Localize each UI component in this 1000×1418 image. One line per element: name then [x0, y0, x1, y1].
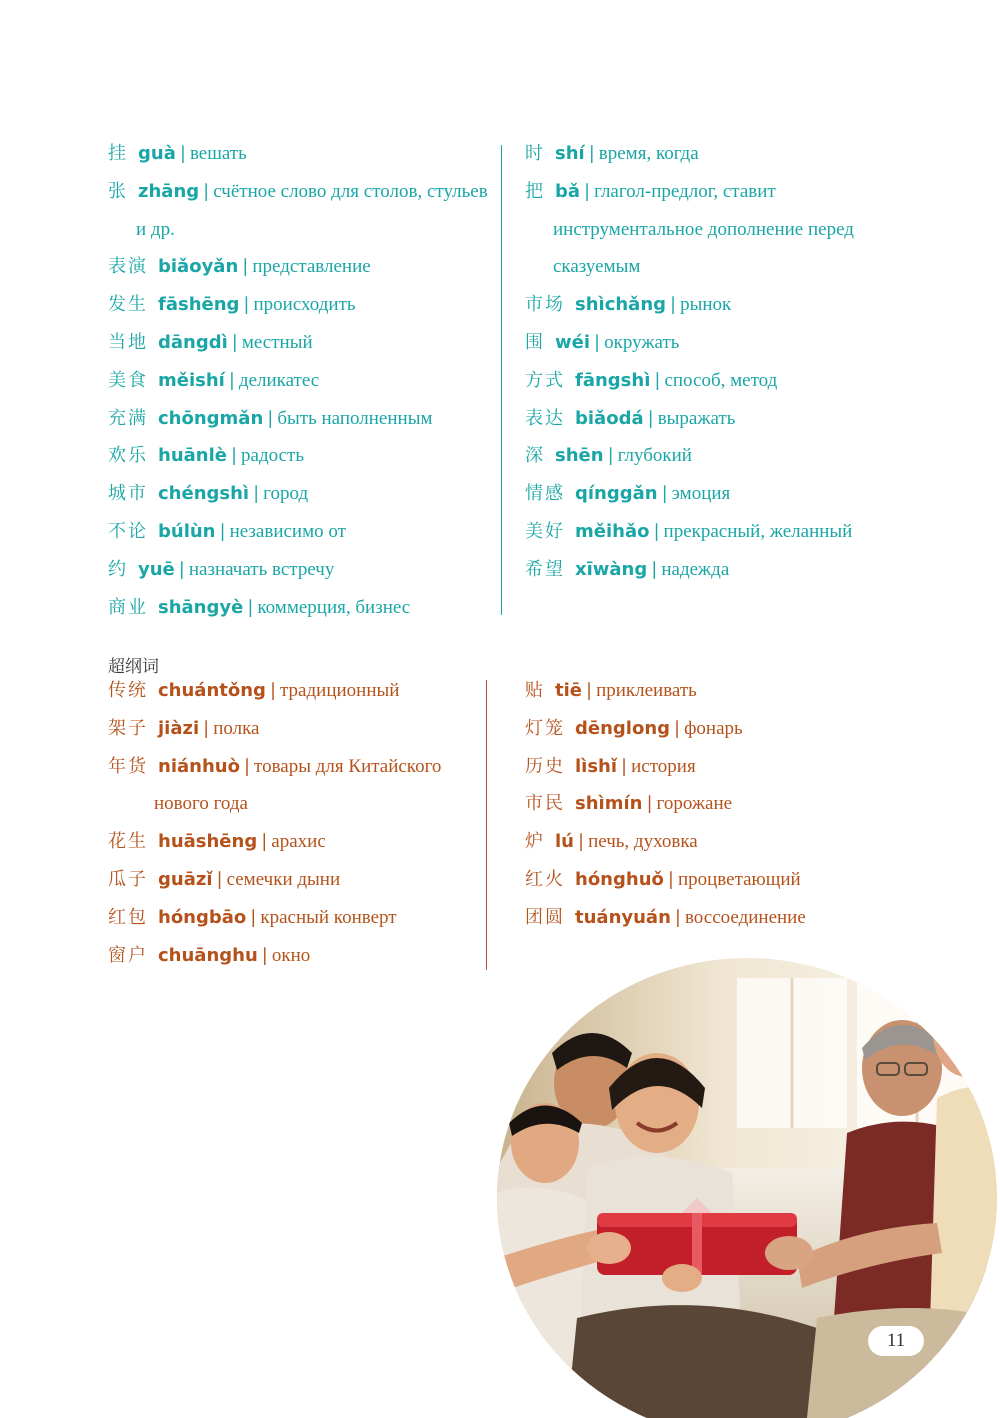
- vocab-column-left: [108, 135, 488, 626]
- entry-meaning: происходить: [253, 294, 356, 316]
- entry-meaning: быть наполненным: [277, 407, 433, 429]
- entry-pinyin: biǎoyǎn: [158, 256, 239, 278]
- vocab-entry: [108, 362, 488, 400]
- entry-separator: |: [584, 180, 591, 202]
- vocab-entry: [108, 513, 488, 551]
- entry-meaning: приклеивать: [596, 680, 697, 701]
- entry-hanzi: 年货: [108, 755, 148, 777]
- entry-meaning: назначать встречу: [188, 558, 335, 580]
- entry-separator: |: [219, 520, 226, 542]
- entry-meaning: история: [631, 755, 696, 777]
- entry-pinyin: tiē: [555, 680, 582, 701]
- entry-pinyin: zhāng: [138, 180, 200, 202]
- entry-separator: |: [247, 596, 254, 618]
- entry-meaning: представление: [252, 256, 371, 278]
- entry-hanzi: 时: [525, 143, 545, 164]
- entry-pinyin: guà: [138, 143, 176, 164]
- entry-separator: |: [647, 407, 654, 429]
- extra-column-left: [108, 672, 441, 974]
- entry-separator: |: [203, 180, 210, 202]
- entry-separator: |: [243, 755, 251, 777]
- entry-hanzi: 红包: [108, 906, 148, 928]
- entry-separator: |: [674, 717, 681, 739]
- entry-pinyin: chuānghu: [158, 944, 258, 966]
- entry-pinyin: wéi: [555, 331, 591, 353]
- entry-meaning: время, когда: [598, 143, 699, 164]
- entry-hanzi: 情感: [525, 483, 565, 505]
- entry-separator: |: [661, 483, 668, 505]
- extra-entry: [108, 937, 441, 975]
- entry-separator: |: [585, 680, 593, 701]
- entry-pinyin: hóngbāo: [158, 906, 247, 928]
- entry-separator: |: [250, 906, 257, 928]
- entry-meaning: арахис: [271, 831, 326, 853]
- entry-pinyin: tuányuán: [575, 906, 671, 928]
- entry-separator: |: [178, 558, 185, 580]
- vocab-column-divider: [501, 145, 502, 615]
- entry-hanzi: 城市: [108, 483, 148, 505]
- entry-meaning-continued: нового года: [154, 793, 248, 815]
- entry-meaning: горожане: [656, 793, 733, 815]
- vocab-entry: [108, 324, 488, 362]
- entry-meaning: традиционный: [280, 680, 400, 701]
- page-number: 11: [868, 1326, 924, 1356]
- entry-hanzi: 瓜子: [108, 868, 148, 890]
- entry-hanzi: 市场: [525, 294, 565, 316]
- entry-separator: |: [577, 831, 585, 853]
- entry-separator: |: [670, 294, 677, 316]
- entry-pinyin: yuē: [138, 558, 175, 580]
- entry-meaning: надежда: [661, 558, 730, 580]
- entry-separator: |: [621, 755, 628, 777]
- vocab-entry: [108, 589, 488, 627]
- vocab-entry: [525, 551, 854, 589]
- entry-separator: |: [230, 445, 238, 467]
- entry-hanzi: 历史: [525, 755, 565, 777]
- entry-separator: |: [228, 369, 235, 391]
- entry-pinyin: chéngshì: [158, 483, 250, 505]
- section-title: 超纲词: [108, 657, 159, 677]
- entry-separator: |: [243, 294, 250, 316]
- entry-separator: |: [203, 717, 210, 739]
- entry-hanzi: 商业: [108, 596, 148, 618]
- entry-pinyin: shìchǎng: [575, 294, 667, 316]
- entry-pinyin: búlùn: [158, 520, 216, 542]
- entry-meaning: печь, духовка: [588, 831, 698, 853]
- entry-separator: |: [653, 520, 660, 542]
- vocab-column-right: [525, 135, 854, 589]
- vocab-entry: [108, 173, 488, 249]
- vocab-entry: [525, 513, 854, 551]
- vocab-entry: [108, 400, 488, 438]
- entry-meaning: товары для Китайского: [254, 755, 442, 777]
- entry-pinyin: bǎ: [555, 180, 581, 202]
- vocab-entry: [108, 286, 488, 324]
- extra-entry: [525, 785, 806, 823]
- entry-pinyin: měishí: [158, 369, 225, 391]
- entry-meaning: полка: [213, 717, 260, 739]
- entry-hanzi: 架子: [108, 717, 148, 739]
- entry-pinyin: chōngmǎn: [158, 407, 264, 429]
- entry-meaning: окно: [271, 944, 311, 966]
- entry-meaning: прекрасный, желанный: [663, 520, 853, 542]
- entry-meaning: окружать: [604, 331, 680, 353]
- entry-meaning: радость: [241, 445, 305, 467]
- extra-entry: [108, 899, 441, 937]
- entry-pinyin: huāshēng: [158, 831, 258, 853]
- entry-hanzi: 炉: [525, 831, 545, 853]
- entry-meaning: счётное слово для столов, стульев: [213, 180, 488, 202]
- entry-hanzi: 深: [525, 445, 545, 467]
- entry-pinyin: dēnglong: [575, 717, 671, 739]
- vocab-entry: [525, 324, 854, 362]
- entry-pinyin: shāngyè: [158, 596, 244, 618]
- entry-meaning: семечки дыни: [226, 868, 341, 890]
- entry-hanzi: 充满: [108, 407, 148, 429]
- entry-meaning: местный: [241, 331, 313, 353]
- entry-hanzi: 窗户: [108, 944, 148, 966]
- entry-hanzi: 美食: [108, 369, 148, 391]
- entry-pinyin: biǎodá: [575, 407, 644, 429]
- entry-pinyin: měihǎo: [575, 520, 650, 542]
- extra-entry: [108, 710, 441, 748]
- entry-pinyin: hónghuǒ: [575, 868, 664, 890]
- entry-hanzi: 把: [525, 180, 545, 202]
- vocab-entry: [525, 475, 854, 513]
- extra-entry: [108, 823, 441, 861]
- entry-separator: |: [269, 680, 277, 701]
- entry-hanzi: 贴: [525, 680, 545, 701]
- family-photo-illustration: [497, 958, 997, 1418]
- vocab-entry: [108, 135, 488, 173]
- entry-meaning: рынок: [680, 294, 732, 316]
- entry-pinyin: lìshǐ: [575, 755, 618, 777]
- entry-separator: |: [588, 143, 595, 164]
- entry-pinyin: huānlè: [158, 445, 227, 467]
- entry-hanzi: 传统: [108, 680, 148, 701]
- entry-separator: |: [654, 369, 661, 391]
- extra-entry: [525, 672, 806, 710]
- entry-meaning: коммерция, бизнес: [257, 596, 411, 618]
- entry-pinyin: niánhuò: [158, 755, 240, 777]
- entry-meaning: глубокий: [617, 445, 692, 467]
- entry-separator: |: [253, 483, 260, 505]
- entry-hanzi: 欢乐: [108, 445, 148, 467]
- entry-meaning: способ, метод: [664, 369, 778, 391]
- extra-entry: [525, 710, 806, 748]
- entry-separator: |: [674, 906, 681, 928]
- entry-meaning-continued: сказуемым: [553, 256, 641, 278]
- vocab-entry: [108, 248, 488, 286]
- entry-hanzi: 表达: [525, 407, 565, 429]
- entry-separator: |: [242, 256, 249, 278]
- extra-entry: [108, 748, 441, 824]
- family-photo: [497, 958, 997, 1418]
- entry-pinyin: fāshēng: [158, 294, 240, 316]
- vocab-entry: [525, 173, 854, 286]
- vocab-entry: [525, 437, 854, 475]
- entry-meaning: город: [263, 483, 309, 505]
- entry-hanzi: 美好: [525, 520, 565, 542]
- entry-hanzi: 红火: [525, 868, 565, 890]
- extra-column-divider: [486, 680, 487, 970]
- entry-meaning: воссоединение: [684, 906, 806, 928]
- entry-separator: |: [179, 143, 186, 164]
- extra-entry: [108, 672, 441, 710]
- entry-separator: |: [267, 407, 274, 429]
- vocab-entry: [108, 551, 488, 589]
- entry-pinyin: guāzǐ: [158, 868, 213, 890]
- vocab-entry: [525, 135, 854, 173]
- extra-entry: [525, 823, 806, 861]
- extra-entry: [108, 861, 441, 899]
- vocab-entry: [525, 400, 854, 438]
- entry-meaning: выражать: [657, 407, 736, 429]
- extra-entry: [525, 861, 806, 899]
- entry-pinyin: jiàzi: [158, 717, 200, 739]
- entry-hanzi: 团圆: [525, 906, 565, 928]
- entry-pinyin: lú: [555, 831, 574, 853]
- entry-separator: |: [646, 793, 653, 815]
- extra-column-right: [525, 672, 806, 937]
- entry-meaning: вешать: [189, 143, 247, 164]
- entry-hanzi: 围: [525, 331, 545, 353]
- entry-meaning: фонарь: [684, 717, 743, 739]
- entry-pinyin: shí: [555, 143, 585, 164]
- entry-meaning-continued: инструментальное дополнение перед: [553, 218, 854, 240]
- entry-hanzi: 当地: [108, 331, 148, 353]
- entry-meaning: эмоция: [671, 483, 731, 505]
- entry-pinyin: xīwàng: [575, 558, 648, 580]
- entry-hanzi: 希望: [525, 558, 565, 580]
- entry-hanzi: 灯笼: [525, 717, 565, 739]
- entry-hanzi: 张: [108, 180, 128, 202]
- entry-meaning: деликатес: [238, 369, 320, 391]
- entry-separator: |: [216, 868, 223, 890]
- entry-separator: |: [607, 445, 614, 467]
- entry-hanzi: 发生: [108, 294, 148, 316]
- entry-hanzi: 花生: [108, 831, 148, 853]
- entry-pinyin: chuántǒng: [158, 680, 266, 701]
- entry-pinyin: dāngdì: [158, 331, 228, 353]
- extra-entry: [525, 899, 806, 937]
- entry-pinyin: shìmín: [575, 793, 643, 815]
- entry-separator: |: [231, 331, 238, 353]
- vocab-entry: [108, 437, 488, 475]
- entry-separator: |: [651, 558, 658, 580]
- entry-meaning-continued: и др.: [136, 218, 175, 240]
- entry-separator: |: [261, 831, 268, 853]
- entry-meaning: глагол-предлог, ставит: [594, 180, 776, 202]
- entry-hanzi: 市民: [525, 793, 565, 815]
- vocab-entry: [525, 362, 854, 400]
- entry-hanzi: 挂: [108, 143, 128, 164]
- vocab-entry: [525, 286, 854, 324]
- entry-pinyin: shēn: [555, 445, 604, 467]
- extra-entry: [525, 748, 806, 786]
- entry-separator: |: [667, 868, 674, 890]
- entry-separator: |: [261, 944, 268, 966]
- entry-hanzi: 不论: [108, 520, 148, 542]
- entry-pinyin: qínggǎn: [575, 483, 658, 505]
- entry-hanzi: 约: [108, 558, 128, 580]
- entry-separator: |: [594, 331, 601, 353]
- entry-hanzi: 表演: [108, 256, 148, 278]
- entry-meaning: независимо от: [229, 520, 346, 542]
- entry-meaning: красный конверт: [260, 906, 397, 928]
- vocab-entry: [108, 475, 488, 513]
- entry-pinyin: fāngshì: [575, 369, 651, 391]
- entry-meaning: процветающий: [677, 868, 801, 890]
- entry-hanzi: 方式: [525, 369, 565, 391]
